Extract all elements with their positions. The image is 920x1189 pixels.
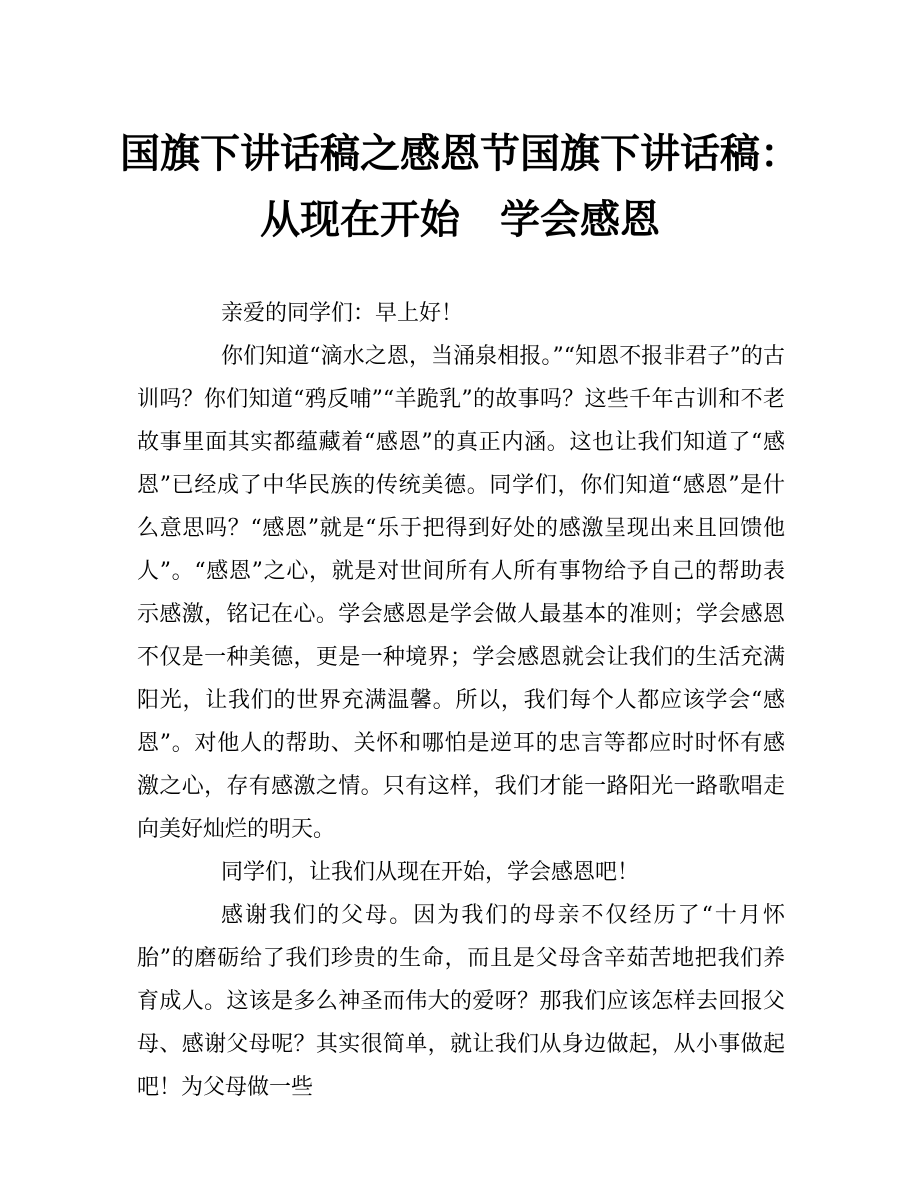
- document-body: [137, 292, 785, 1109]
- greeting-paragraph: 亲爱的同学们：早上好！: [221, 301, 464, 326]
- body-paragraph: 同学们，让我们从现在开始，学会感恩吧！: [221, 860, 640, 885]
- body-paragraph: 你们知道“滴水之恩，当涌泉相报。”“知恩不报非君子”的古训吗？你们知道“鸦反哺”“羊跪乳”的故事吗？这些千年古训和不老故事里面其实都蕴藏着“感恩”的真正内涵。这也让我们知道了“感恩”已经成了中华民族的传统美德。同学们，你们知道“感恩”是什么意思吗？“感恩”就是“乐于把得到好处的感激呈现出来且回馈他人”。“感恩”之心，就是对世间所有人所有事物给予自己的帮助表示感激，铭记在心。学会感恩是学会做人最基本的准则；学会感恩不仅是一种美德，更是一种境界；学会感恩就会让我们的生活充满阳光，让我们的世界充满温馨。所以，我们每个人都应该学会“感恩”。对他人的帮助、关怀和哪怕是逆耳的忠言等都应时时怀有感激之心，存有感激之情。只有这样，我们才能一路阳光一路歌唱走向美好灿烂的明天。: [137, 344, 785, 842]
- body-paragraph: 感谢我们的父母。因为我们的母亲不仅经历了“十月怀胎”的磨砺给了我们珍贵的生命，而且是父母含辛茹苦地把我们养育成人。这该是多么神圣而伟大的爱呀？那我们应该怎样去回报父母、感谢父母呢？其实很简单，就让我们从身边做起，从小事做起吧！为父母做一些: [137, 903, 785, 1100]
- document-title-line-2: 从现在开始 学会感恩: [260, 197, 660, 243]
- document-title-line-1: 国旗下讲话稿之感恩节国旗下讲话稿：: [120, 131, 800, 177]
